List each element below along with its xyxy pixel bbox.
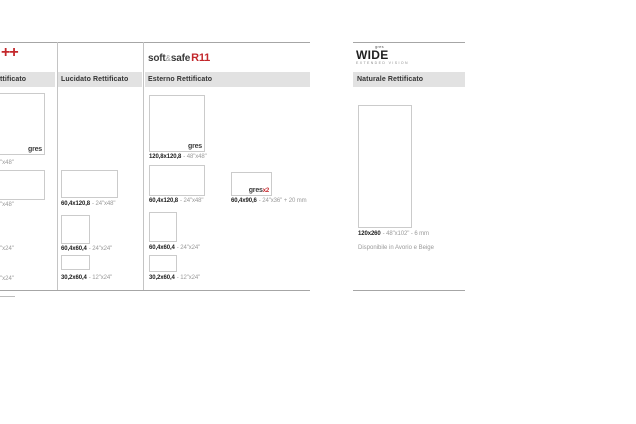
- bottom-rule-wide: [353, 290, 465, 291]
- tile-size-inches: - 48"x102" - 6 mm: [382, 231, 429, 237]
- tile-size: 120x260: [358, 231, 381, 237]
- tile-swatch: [149, 212, 177, 242]
- availability-note: Disponibile in Avorio e Beige: [358, 245, 434, 251]
- gresx2-brand-label: [249, 187, 269, 194]
- softsafe-logo-r11: R11: [191, 52, 211, 64]
- tile-caption: [149, 245, 200, 251]
- softsafe-logo: [148, 50, 210, 65]
- tile-size: 60,4x120,8: [61, 201, 91, 207]
- tile-swatch: [61, 215, 90, 244]
- header-label: Naturale Rettificato: [357, 76, 424, 83]
- tile-swatch: [149, 95, 205, 152]
- tile-swatch-wide-slab: [358, 105, 412, 228]
- softsafe-logo-amp: &: [165, 54, 171, 63]
- tile-size-inches: - 12"x24": [88, 275, 113, 281]
- header-label: Lucidato Rettificato: [61, 76, 129, 83]
- tile-swatch: [0, 170, 45, 200]
- gres-brand-label: gres: [188, 143, 202, 150]
- tile-size-inches: - 24"x48": [180, 198, 204, 204]
- caption-fragment: "x24": [0, 246, 14, 252]
- wide-logo-sub: EXTENDED VISION: [356, 61, 409, 65]
- tile-caption: [61, 246, 112, 252]
- gresx2-sup: x2: [262, 188, 269, 194]
- tile-swatch: [149, 255, 177, 272]
- plusplus-logo-fragment: ++: [1, 44, 18, 61]
- tile-swatch: [149, 165, 205, 196]
- header-bar-naturale: [353, 72, 465, 87]
- tile-size-inches: - 24"x24": [176, 245, 201, 251]
- softsafe-logo-safe: safe: [170, 53, 191, 64]
- tile-swatch: [0, 93, 45, 155]
- bottom-rule-main: [0, 290, 310, 291]
- tile-swatch-gresx2: [231, 172, 272, 196]
- tile-caption: [358, 231, 429, 237]
- caption-fragment: "x48": [0, 202, 14, 208]
- tile-caption: [231, 198, 307, 204]
- column-divider: [143, 42, 144, 290]
- wide-logo-top: gres: [375, 44, 384, 49]
- header-bar-esterno: [145, 72, 310, 87]
- wide-logo-main: WIDE: [356, 48, 389, 62]
- tile-size-inches: - 12"x24": [176, 275, 201, 281]
- tile-caption: [149, 275, 200, 281]
- tile-size: 60,4x120,8: [149, 198, 179, 204]
- tile-size-inches: - 48"x48": [183, 154, 207, 160]
- tile-caption: [149, 154, 207, 160]
- tile-caption: [149, 198, 203, 204]
- tile-swatch: [61, 255, 90, 270]
- tile-size: 30,2x60,4: [149, 275, 175, 281]
- wide-logo: [356, 45, 409, 66]
- header-bar-lucidato: [58, 72, 142, 87]
- tile-size: 60,4x90,6: [231, 198, 257, 204]
- top-rule-wide: [353, 42, 465, 43]
- caption-fragment: "x48": [0, 160, 14, 166]
- tile-size: 120,8x120,8: [149, 154, 182, 160]
- tile-size-inches: - 24"x24": [88, 246, 113, 252]
- bottom-edge-fragment: [0, 296, 15, 297]
- tile-size-inches: - 24"x36" + 20 mm: [258, 198, 307, 204]
- gresx2-base: gres: [248, 187, 263, 194]
- header-label: Esterno Rettificato: [148, 76, 213, 83]
- gres-brand-label: gres: [28, 146, 42, 153]
- tile-size: 60,4x60,4: [61, 246, 87, 252]
- header-label-fragment: ttificato: [0, 76, 27, 83]
- tile-size-inches: - 24"x48": [92, 201, 116, 207]
- tile-caption: [61, 201, 115, 207]
- header-bar-left: [0, 72, 55, 87]
- caption-fragment: "x24": [0, 276, 14, 282]
- tile-caption: [61, 275, 112, 281]
- tile-swatch: [61, 170, 118, 198]
- tile-size: 60,4x60,4: [149, 245, 175, 251]
- tile-size: 30,2x60,4: [61, 275, 87, 281]
- softsafe-logo-soft: soft: [148, 53, 166, 64]
- top-rule-main: [0, 42, 310, 43]
